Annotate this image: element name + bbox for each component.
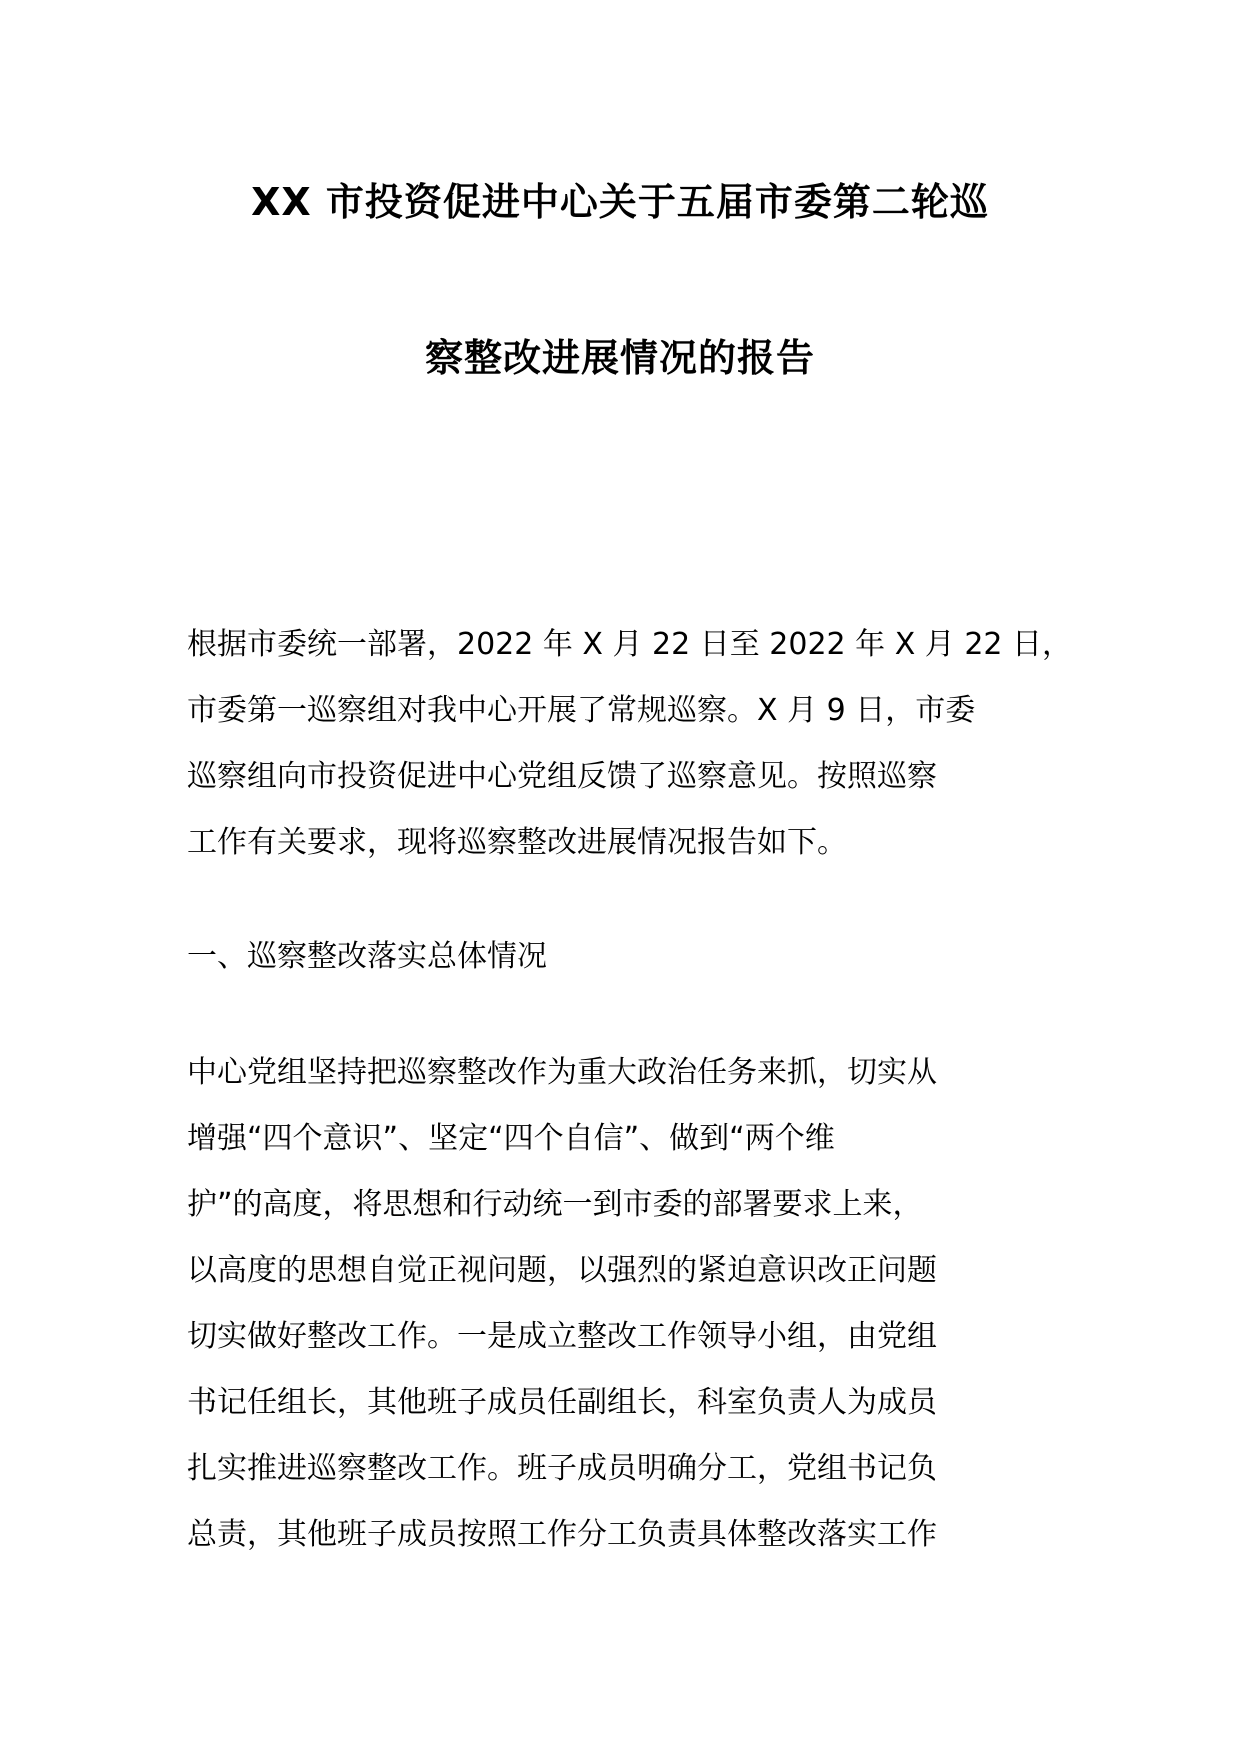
- paragraph-line: 增强“四个意识”、坚定“四个自信”、做到“两个维: [187, 1121, 835, 1156]
- paragraph-line: 扎实推进巡察整改工作。班子成员明确分工，党组书记负: [187, 1451, 937, 1486]
- paragraph-line: 巡察组向市投资促进中心党组反馈了巡察意见。按照巡察: [187, 759, 937, 794]
- paragraph-line: 书记任组长，其他班子成员任副组长，科室负责人为成员: [187, 1385, 937, 1420]
- paragraph-intro: [187, 612, 1073, 876]
- paragraph-overall: [187, 1040, 1067, 1568]
- document-title: [150, 180, 1090, 380]
- paragraph-line: 中心党组坚持把巡察整改作为重大政治任务来抓，切实从: [187, 1055, 937, 1090]
- document-body: [187, 612, 1073, 1568]
- paragraph-line: 以高度的思想自觉正视问题，以强烈的紧迫意识改正问题: [187, 1253, 937, 1288]
- section-heading: 一、巡察整改落实总体情况: [187, 939, 547, 974]
- paragraph-line: 护”的高度，将思想和行动统一到市委的部署要求上来，: [187, 1187, 923, 1222]
- paragraph-line: 工作有关要求，现将巡察整改进展情况报告如下。: [187, 825, 847, 860]
- paragraph-line: 市委第一巡察组对我中心开展了常规巡察。X 月 9 日，市委: [187, 693, 976, 728]
- paragraph-line: 总责，其他班子成员按照工作分工负责具体整改落实工作: [187, 1517, 937, 1552]
- paragraph-line: 切实做好整改工作。一是成立整改工作领导小组，由党组: [187, 1319, 937, 1354]
- title-line-1: XX 市投资促进中心关于五届市委第二轮巡: [251, 180, 989, 224]
- paragraph-line: 根据市委统一部署，2022 年 X 月 22 日至 2022 年 X 月 22 日，: [187, 627, 1073, 662]
- title-line-2: 察整改进展情况的报告: [424, 336, 815, 380]
